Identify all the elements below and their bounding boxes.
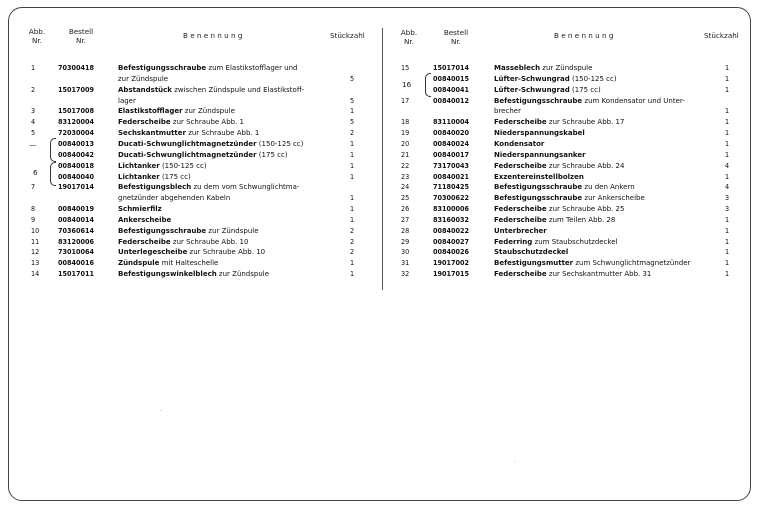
quantity: 1	[349, 193, 355, 203]
part-name-detail: zur Zündspule	[540, 64, 593, 72]
abb-number: 14	[31, 269, 40, 279]
part-name-detail: zur Ankerscheibe	[582, 194, 645, 203]
part-name-bold: Befestigungsschraube	[494, 183, 583, 192]
part-name-bold: Lichtanker	[118, 161, 160, 170]
order-number: 83120004	[58, 117, 94, 127]
part-name-bold: Unterlegescheibe	[118, 248, 188, 257]
quantity: 2	[349, 247, 355, 257]
part-name-detail: zur Schraube Abb. 10	[187, 248, 266, 257]
part-name-detail: zur Zündspule	[118, 74, 169, 83]
quantity: 1	[349, 258, 355, 268]
order-number: 83110004	[433, 117, 469, 127]
part-name-detail: (175 cc)	[569, 85, 601, 94]
quantity: 1	[724, 247, 730, 257]
part-name-bold: Federscheibe	[118, 237, 171, 246]
order-number: 70300622	[433, 193, 469, 203]
order-number: 15017014	[433, 63, 469, 72]
part-name-bold: Befestigungsmutter	[494, 259, 574, 268]
part-name	[494, 139, 544, 149]
order-number: 00840020	[433, 128, 469, 138]
order-number: 00840022	[433, 225, 469, 235]
part-name-bold: Ankerscheibe	[118, 215, 172, 224]
part-name-detail: zu den Ankern	[582, 183, 635, 192]
quantity: 3	[724, 204, 730, 214]
quantity: 1	[724, 63, 730, 72]
part-name-detail: zur Schraube Abb. 1	[185, 129, 260, 138]
part-name-bold: Ducati-Schwunglichtmagnetzünder	[118, 150, 257, 159]
header-stueckzahl-left: Stückzahl	[330, 31, 365, 40]
header-abb-left: Abb. Nr.	[28, 27, 46, 45]
part-name-detail: zur Schraube Abb. 24	[546, 161, 625, 170]
part-name	[118, 85, 304, 95]
quantity: 1	[724, 225, 730, 235]
part-name-detail: (175 cc)	[256, 150, 288, 159]
abb-number: 11	[31, 236, 40, 246]
abb-number: 24	[401, 182, 410, 192]
order-number: 00840021	[433, 171, 469, 181]
part-name-bold: Staubschutzdeckel	[494, 248, 569, 257]
order-number: 83120006	[58, 236, 94, 246]
quantity: 2	[349, 225, 355, 235]
order-number: 15017009	[58, 84, 94, 94]
order-number: 00840019	[58, 204, 94, 214]
group-brace	[50, 138, 56, 162]
part-name-detail: (150-125 cc)	[569, 74, 617, 83]
part-name	[494, 226, 547, 236]
part-name-bold: Federscheibe	[494, 205, 547, 214]
part-name	[118, 96, 136, 106]
quantity: 1	[724, 84, 730, 94]
abb-number: 9	[31, 214, 36, 224]
part-name	[118, 204, 162, 214]
part-name-detail: zur Zündspule	[216, 270, 270, 279]
part-name	[494, 269, 651, 279]
abb-number: 15	[401, 63, 410, 72]
part-name-detail: gnetzünder abgehenden Kabeln	[118, 194, 231, 203]
part-name-bold: Federscheibe	[118, 118, 171, 127]
quantity: 1	[724, 214, 730, 224]
part-name-bold: Lüfter-Schwungrad	[494, 74, 570, 83]
column-divider	[382, 28, 383, 290]
quantity: 2	[349, 236, 355, 246]
group-brace	[50, 162, 56, 186]
scan-speck: ·	[160, 408, 162, 415]
part-name-detail: zur Sechskantmutter Abb. 31	[546, 270, 652, 279]
part-name	[118, 106, 235, 116]
quantity: 1	[724, 269, 730, 279]
order-number: 00840012	[433, 95, 469, 105]
part-name	[118, 258, 218, 268]
order-number: 19017015	[433, 269, 469, 279]
abb-number: 32	[401, 269, 410, 279]
quantity: 5	[349, 117, 355, 127]
part-name-detail: zur Zündspule	[182, 107, 235, 116]
order-number: 00840027	[433, 236, 469, 246]
abb-number: 27	[401, 214, 410, 224]
part-name	[118, 128, 259, 138]
part-name	[118, 172, 191, 182]
quantity: 1	[724, 117, 730, 127]
abb-number: 21	[401, 149, 410, 159]
order-number: 83160032	[433, 214, 469, 224]
part-name-bold: Zündspule	[118, 259, 160, 268]
order-number: 00840017	[433, 149, 469, 159]
part-name-bold: Sechskantmutter	[118, 129, 186, 138]
part-name-bold: Befestigungsschraube	[118, 226, 207, 235]
part-name-bold: Befestigungsschraube	[494, 96, 583, 105]
part-name	[494, 74, 617, 84]
order-number: 70300418	[58, 63, 94, 72]
abb-number: 3	[31, 106, 36, 116]
order-number: 00840016	[58, 258, 94, 268]
header-bestell-right: Bestell Nr.	[443, 28, 469, 46]
part-name-detail: zu dem vom Schwunglichtma-	[191, 183, 300, 192]
part-name-detail: zum Schwunglichtmagnetzünder	[573, 259, 691, 268]
quantity: 3	[724, 193, 730, 203]
quantity: 1	[724, 138, 730, 148]
part-name-detail: zur Schraube Abb. 10	[170, 237, 249, 246]
order-number: 00840041	[433, 84, 469, 94]
quantity: 1	[724, 73, 730, 83]
abb-number: 17	[401, 95, 410, 105]
abb-number: 12	[31, 247, 40, 257]
quantity: 1	[349, 171, 355, 181]
part-name	[494, 85, 601, 95]
quantity: 1	[724, 171, 730, 181]
part-name	[118, 150, 288, 160]
part-name	[118, 226, 259, 236]
quantity: 5	[349, 95, 355, 105]
part-name	[118, 139, 303, 149]
quantity: 5	[349, 73, 355, 83]
order-number: 00840040	[58, 171, 94, 181]
abb-number: 31	[401, 258, 410, 268]
abb-number: 7	[31, 182, 36, 192]
header-stueckzahl-right: Stückzahl	[704, 32, 739, 40]
header-abb-right: Abb. Nr.	[400, 28, 418, 46]
quantity: 1	[349, 269, 355, 279]
scan-speck: ·	[514, 459, 516, 466]
part-name	[118, 74, 168, 84]
quantity: 1	[724, 149, 730, 159]
order-number: 72030004	[58, 128, 94, 138]
part-name	[118, 269, 269, 279]
quantity: 1	[724, 236, 730, 246]
order-number: 00840013	[58, 138, 94, 148]
part-name-detail: zur Schraube Abb. 25	[546, 205, 625, 214]
quantity: 1	[724, 258, 730, 268]
quantity: 1	[349, 149, 355, 159]
quantity: 1	[349, 138, 355, 148]
order-number: 00840018	[58, 160, 94, 170]
part-name-bold: Lichtanker	[118, 172, 160, 181]
part-name	[118, 193, 230, 203]
part-name	[118, 215, 171, 225]
abb-number: 4	[31, 117, 36, 127]
part-name	[118, 161, 207, 171]
order-number: 00840042	[58, 149, 94, 159]
part-name	[118, 247, 265, 257]
quantity: 4	[724, 160, 730, 170]
part-name	[494, 237, 618, 247]
abb-number: 5	[31, 128, 36, 138]
abb-number: 10	[31, 225, 40, 235]
order-number: 19017014	[58, 182, 94, 192]
part-name-bold: Federscheibe	[494, 161, 547, 170]
abb-number: 29	[401, 236, 410, 246]
order-number: 19017002	[433, 258, 469, 268]
part-name-bold: Federscheibe	[494, 270, 547, 279]
part-name-detail: (150-125 cc)	[159, 161, 207, 170]
part-name	[494, 204, 624, 214]
part-name-bold: Schmierfilz	[118, 205, 162, 214]
abb-number: 19	[401, 128, 410, 138]
part-name-detail: zwischen Zündspule und Elastikstoff-	[171, 85, 305, 94]
part-name-detail: zum Staubschutzdeckel	[532, 237, 618, 246]
part-name	[118, 182, 299, 192]
part-name-detail: zur Schraube Abb. 1	[170, 118, 244, 127]
part-name	[494, 182, 635, 192]
part-name-bold: Kondensator	[494, 139, 545, 148]
part-name	[494, 215, 615, 225]
order-number: 71180425	[433, 182, 469, 192]
part-name	[118, 63, 298, 73]
part-name-detail: mit Halteschelle	[159, 259, 219, 268]
part-name-bold: Masseblech	[494, 64, 541, 72]
part-name-bold: Unterbrecher	[494, 226, 547, 235]
part-name-bold: Elastikstofflager	[118, 107, 183, 116]
part-name-detail: (150-125 cc)	[256, 139, 304, 148]
part-name-detail: brecher	[494, 107, 521, 116]
abb-number: 2	[31, 84, 36, 94]
order-number: 73170043	[433, 160, 469, 170]
quantity: 4	[724, 182, 730, 192]
order-number: 15017008	[58, 106, 94, 116]
order-number: 00840014	[58, 214, 94, 224]
part-name	[494, 172, 584, 182]
order-number: 83100006	[433, 204, 469, 214]
part-name	[494, 117, 624, 127]
header-benennung-left: B e n e n n u n g	[183, 31, 243, 40]
part-name-bold: Befestigungsschraube	[118, 64, 207, 72]
order-number: 00840015	[433, 73, 469, 83]
order-number: 70360614	[58, 225, 94, 235]
abb-number: 28	[401, 225, 410, 235]
abb-number: 20	[401, 138, 410, 148]
part-name	[118, 237, 248, 247]
part-name-bold: Exzentereinstellbolzen	[494, 172, 584, 181]
quantity: 1	[724, 128, 730, 138]
part-name-bold: Federscheibe	[494, 215, 547, 224]
quantity: 2	[349, 128, 355, 138]
part-name-detail: (175 cc)	[159, 172, 191, 181]
part-name	[494, 150, 586, 160]
abb-number: 23	[401, 171, 410, 181]
order-number: 00840024	[433, 138, 469, 148]
quantity: 1	[349, 214, 355, 224]
part-name-bold: Federscheibe	[494, 118, 547, 127]
quantity: 1	[349, 106, 355, 116]
part-name-bold: Lüfter-Schwungrad	[494, 85, 570, 94]
order-number: 00840026	[433, 247, 469, 257]
abb-number: 26	[401, 204, 410, 214]
part-name-bold: Ducati-Schwunglichtmagnetzünder	[118, 139, 257, 148]
part-name-bold: Federring	[494, 237, 533, 246]
part-name	[494, 63, 592, 73]
part-name-bold: Befestigungsblech	[118, 183, 192, 192]
abb-number: 8	[31, 204, 36, 214]
part-name-bold: Befestigungsschraube	[494, 194, 583, 203]
part-name	[494, 96, 685, 106]
part-name-bold: Abstandstück	[118, 85, 172, 94]
part-name-detail: zum Teilen Abb. 28	[546, 215, 616, 224]
part-name	[494, 193, 645, 203]
order-number: 73010064	[58, 247, 94, 257]
quantity: 1	[724, 106, 730, 116]
part-name	[494, 128, 585, 138]
part-name	[494, 258, 690, 268]
abb-number: 25	[401, 193, 410, 203]
part-name	[494, 106, 521, 116]
abb-number: 18	[401, 117, 410, 127]
quantity: 1	[349, 160, 355, 170]
part-name	[494, 161, 624, 171]
abb-number: 1	[31, 63, 36, 72]
part-name	[118, 117, 244, 127]
part-name-bold: Niederspannungskabel	[494, 129, 585, 138]
part-name-detail: zur Zündspule	[206, 226, 259, 235]
order-number: 15017011	[58, 269, 94, 279]
header-bestell-left: Bestell Nr.	[68, 27, 94, 45]
abb-number: 13	[31, 258, 40, 268]
part-name-detail: zum Elastikstofflager und	[206, 64, 298, 72]
abb-number: 22	[401, 160, 410, 170]
part-name-detail: lager	[118, 96, 136, 105]
abb-number: 30	[401, 247, 410, 257]
group-brace	[425, 73, 431, 97]
part-name-bold: Befestigungswinkelblech	[118, 270, 217, 279]
part-name-detail: zur Schraube Abb. 17	[546, 118, 625, 127]
part-name	[494, 247, 568, 257]
quantity: 1	[349, 204, 355, 214]
part-name-detail: zum Kondensator und Unter-	[582, 96, 685, 105]
header-benennung-right: B e n e n n u n g	[554, 31, 614, 40]
part-name-bold: Niederspannungsanker	[494, 150, 586, 159]
